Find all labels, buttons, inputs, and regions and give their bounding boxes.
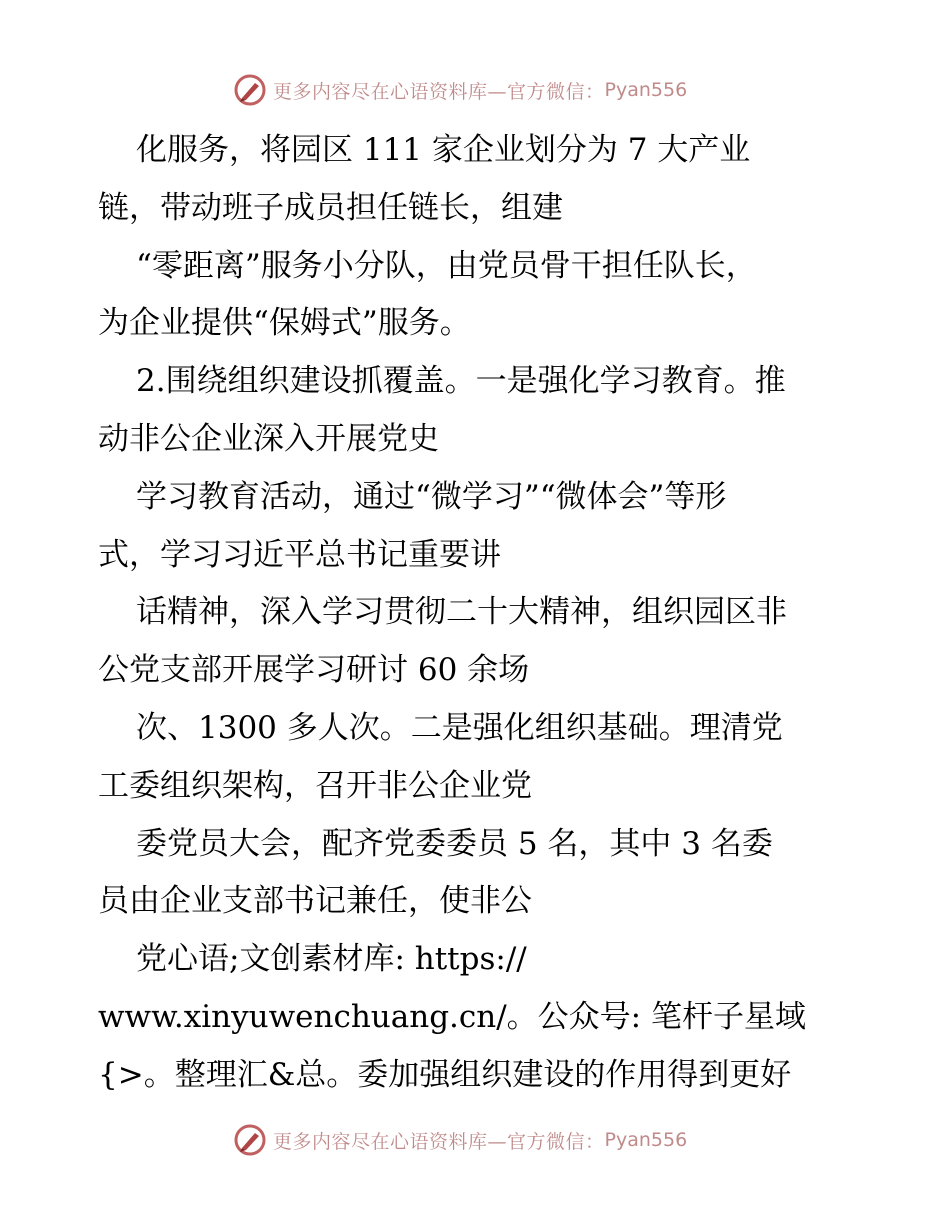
text-line: 话精神，深入学习贯彻二十大精神，组织园区非	[136, 594, 787, 631]
text-line: 公党支部开展学习研讨 60 余场	[98, 652, 530, 689]
pen-logo-icon	[233, 1123, 267, 1157]
text-line: 化服务，将园区 111 家企业划分为 7 大产业	[136, 132, 751, 168]
text-line: 学习教育活动，通过“微学习”“微体会”等形	[136, 478, 727, 515]
text-line: 员由企业支部书记兼任，使非公	[98, 883, 532, 920]
text-line: {>。整理汇&总。委加强组织建设的作用得到更好	[98, 1056, 792, 1093]
text-line: “零距离”服务小分队，由党员骨干担任队长，	[136, 247, 757, 284]
pen-logo-icon	[233, 73, 267, 107]
text-line: 为企业提供“保姆式”服务。	[98, 305, 471, 342]
text-line: 式，学习习近平总书记重要讲	[98, 536, 501, 573]
watermark-handle: Pyan556	[604, 1129, 688, 1151]
text-line: www.xinyuwenchuang.cn/。公众号: 笔杆子星域	[98, 998, 806, 1035]
text-line: 动非公企业深入开展党史	[98, 420, 439, 457]
text-line: 党心语;文创素材库: https://	[136, 941, 527, 978]
watermark-text: 更多内容尽在心语资料库—官方微信：	[273, 80, 605, 103]
text-line: 工委组织架构，召开非公企业党	[98, 767, 532, 804]
text-line: 委党员大会，配齐党委委员 5 名，其中 3 名委	[136, 825, 773, 862]
watermark-text: 更多内容尽在心语资料库—官方微信：	[273, 1130, 605, 1153]
text-line: 2.围绕组织建设抓覆盖。一是强化学习教育。推	[136, 363, 786, 400]
header-watermark	[233, 70, 753, 110]
watermark-handle: Pyan556	[604, 79, 688, 101]
footer-watermark	[233, 1120, 753, 1160]
text-line: 次、1300 多人次。二是强化组织基础。理清党	[136, 709, 783, 746]
document-body	[98, 122, 858, 1105]
text-line: 链，带动班子成员担任链长，组建	[98, 189, 563, 226]
